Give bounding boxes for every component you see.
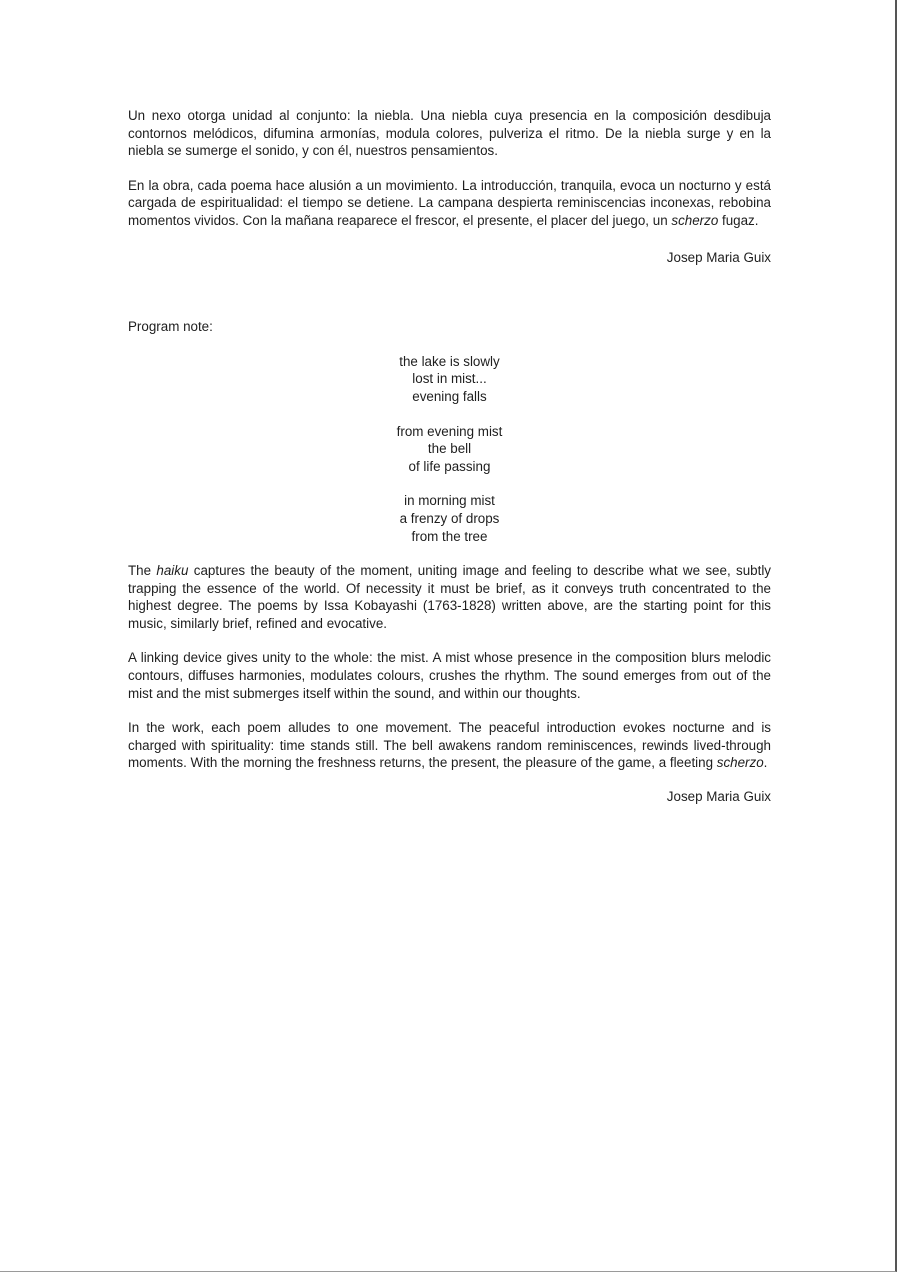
haiku-line: in morning mist xyxy=(404,493,495,509)
english-paragraph-haiku-text: captures the beauty of the moment, uniting image and feeling to describe what we see, subtly trapping the essence of the world. Of necessity it must be brief, as it conveys truth concentrated to the highest degree. The poems by Issa Kobayashi (1763-1828) written above, are the starting point for this music, similarly brief, refined and evocative. xyxy=(128,563,771,631)
english-signature: Josep Maria Guix xyxy=(666,789,771,805)
document-content xyxy=(128,107,771,806)
haiku-line: the bell xyxy=(427,441,472,457)
spanish-scherzo-italic: scherzo xyxy=(671,212,719,228)
spanish-paragraph-obra xyxy=(128,177,771,230)
haiku-line: from evening mist xyxy=(396,423,503,439)
english-paragraph-mist-text: A linking device gives unity to the whole: the mist. A mist whose presence in the composition blurs melodic contours, diffuses harmonies, modulates colours, crushes the rhythm. The sound emerges from out of the mist and the mist submerges itself within the sound, and within our thoughts. xyxy=(128,650,771,701)
spanish-paragraph-niebla-text: Un nexo otorga unidad al conjunto: la niebla. Una niebla cuya presencia en la composición desdibuja contornos melódicos, difumina armonías, modula colores, pulveriza el ritmo. De la niebla surge y en la niebla se sumerge el sonido, y con él, nuestros pensamientos. xyxy=(128,108,771,159)
haiku-line: lost in mist... xyxy=(412,371,487,387)
english-paragraph-work xyxy=(128,719,771,772)
spanish-paragraph-obra-end: fugaz. xyxy=(718,212,759,228)
spanish-signature: Josep Maria Guix xyxy=(666,249,771,265)
haiku-2 xyxy=(128,423,771,476)
haiku-1 xyxy=(128,353,771,406)
spanish-paragraph-obra-text: En la obra, cada poema hace alusión a un movimiento. La introducción, tranquila, evoca un nocturno y está cargada de espiritualidad: el tiempo se detiene. La campana despierta reminiscencias inconexas, rebobina momentos vividos. Con la mañana reaparece el frescor, el presente, el placer del juego, un xyxy=(128,177,771,228)
haiku-line: a frenzy of drops xyxy=(399,510,500,526)
english-haiku-italic: haiku xyxy=(156,563,189,579)
haiku-line: evening falls xyxy=(412,388,487,404)
haiku-3 xyxy=(128,492,771,545)
english-paragraph-work-text: In the work, each poem alludes to one movement. The peaceful introduction evokes nocturne and is charged with spirituality: time stands still. The bell awakens random reminiscences, rewinds lived-through moments. With the morning the freshness returns, the present, the pleasure of the game, a fleeting xyxy=(128,720,771,771)
english-paragraph-work-end: . xyxy=(763,755,768,771)
haiku-line: from the tree xyxy=(411,528,488,544)
haiku-line: the lake is slowly xyxy=(399,353,500,369)
english-paragraph-mist xyxy=(128,649,771,702)
english-scherzo-italic: scherzo xyxy=(716,755,764,771)
english-paragraph-haiku-start: The xyxy=(128,563,157,579)
program-note-label: Program note: xyxy=(128,319,213,335)
haiku-line: of life passing xyxy=(408,458,491,474)
english-paragraph-haiku xyxy=(128,562,771,632)
spanish-paragraph-niebla xyxy=(128,107,771,160)
